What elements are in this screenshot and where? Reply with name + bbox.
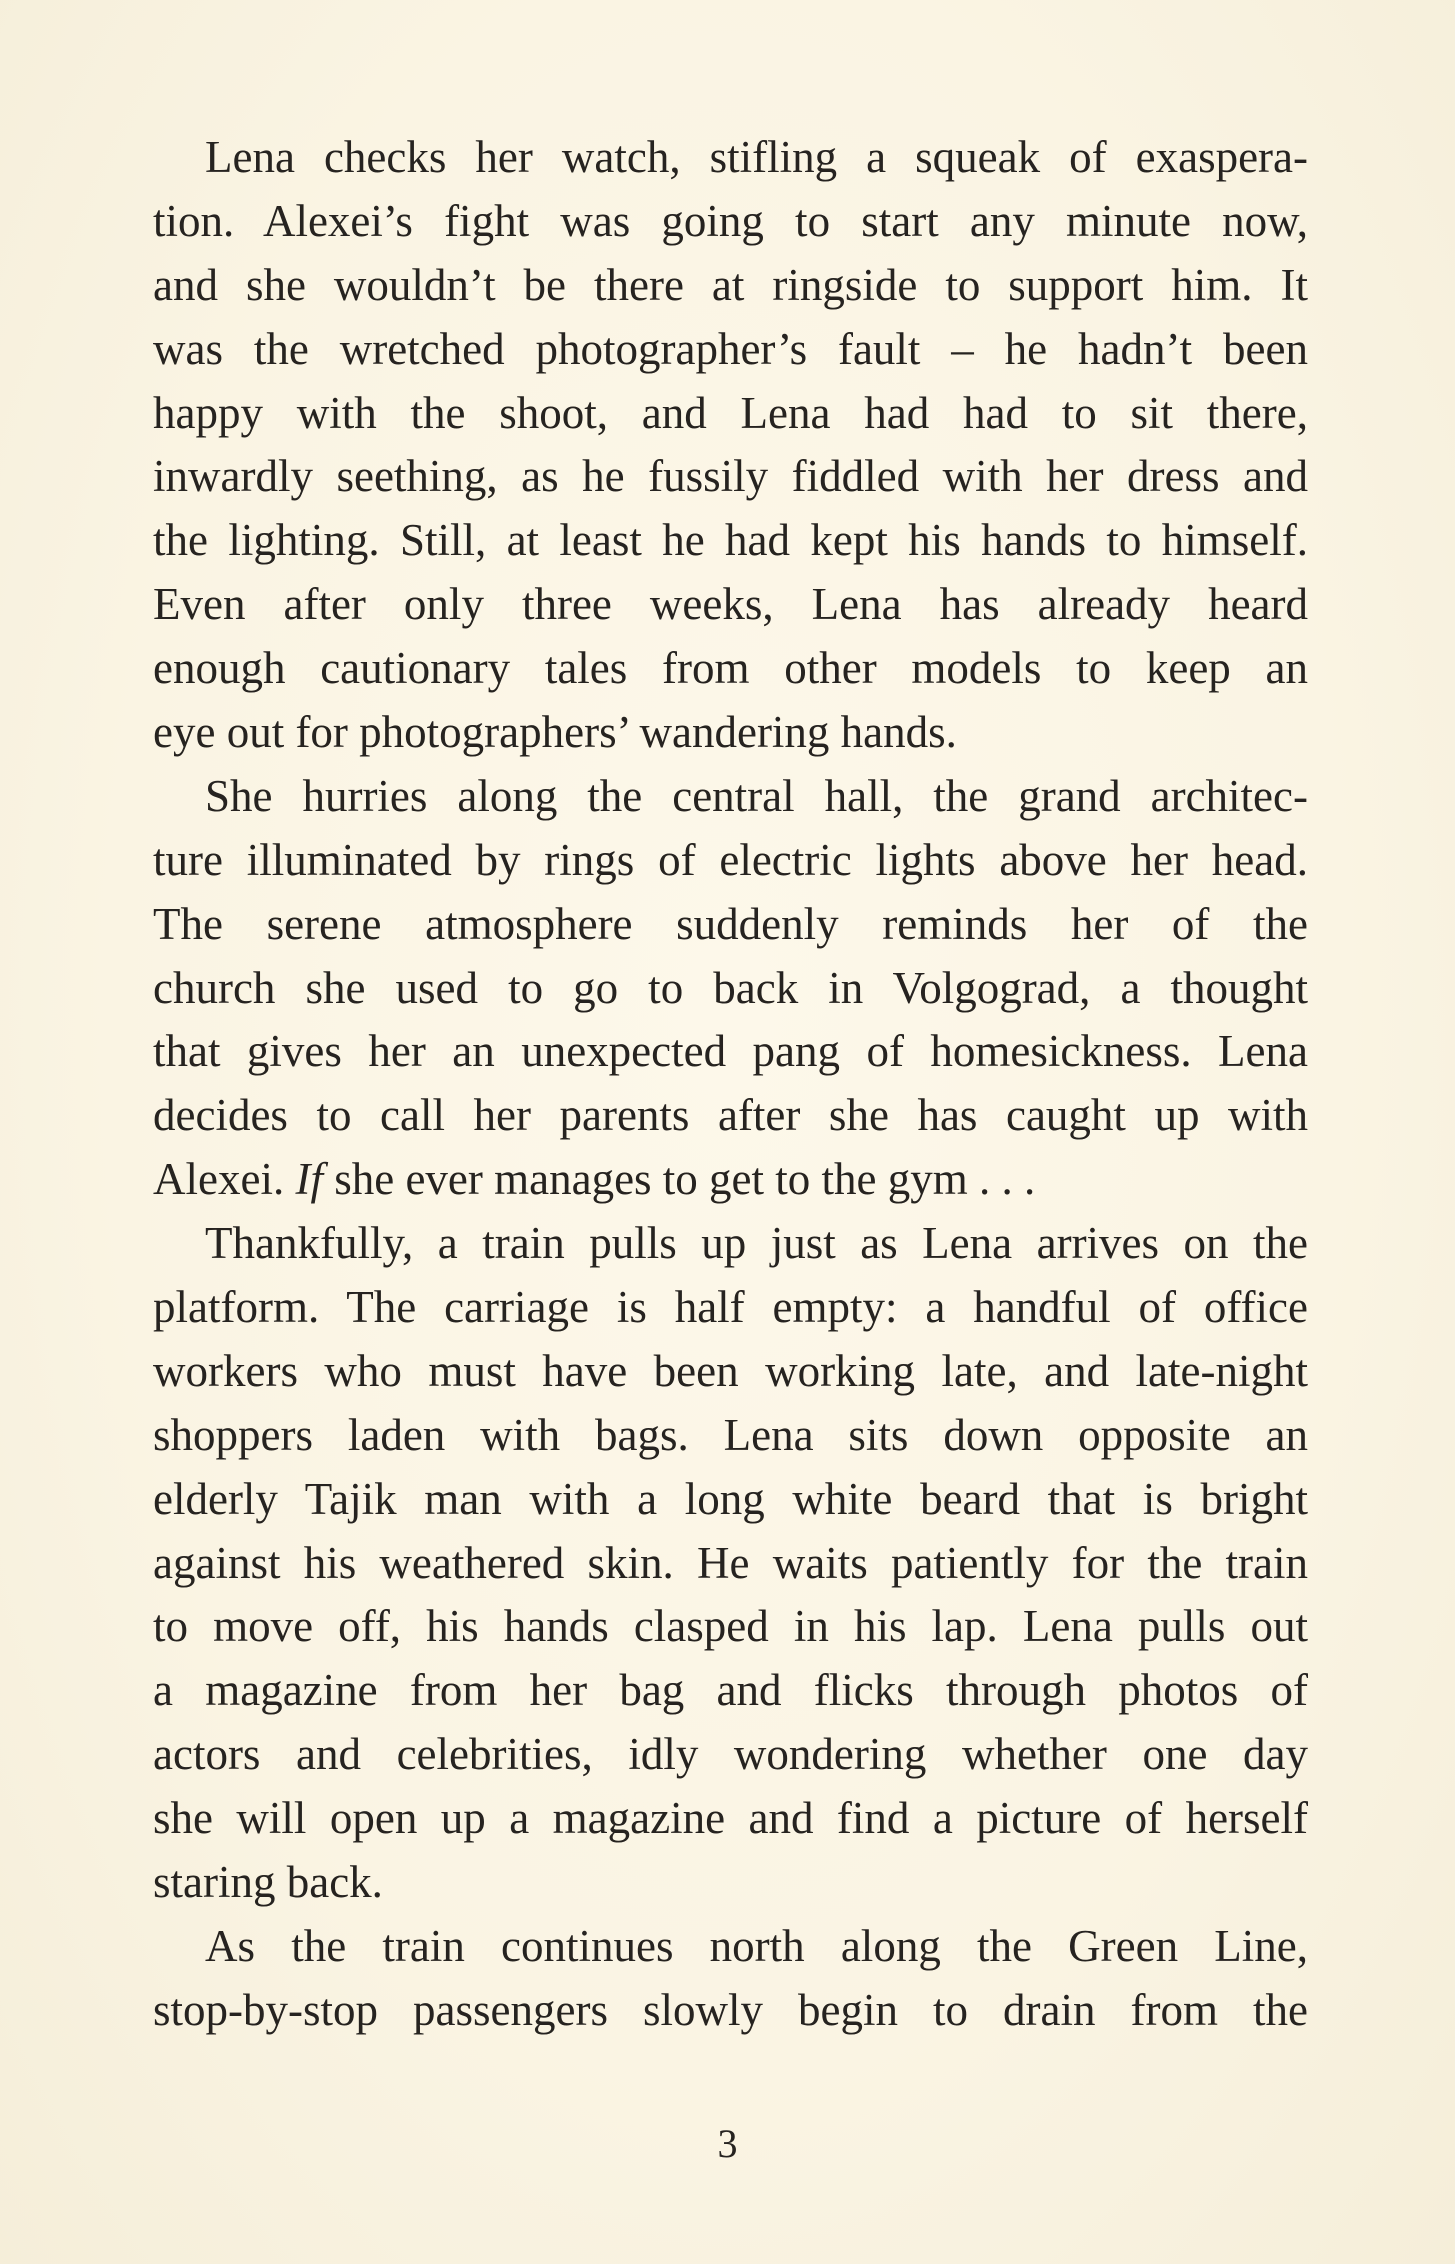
text-line: Even after only three weeks, Lena has already heard <box>153 579 1308 630</box>
text-line: she will open up a magazine and find a picture of herself <box>153 1793 1308 1844</box>
text-line: Thankfully, a train pulls up just as Lena arrives on the <box>205 1218 1308 1269</box>
text-line: She hurries along the central hall, the grand architec- <box>205 770 1308 821</box>
body-text <box>153 126 1308 2043</box>
text-line: inwardly seething, as he fussily fiddled with her dress and <box>153 451 1308 502</box>
text-fragment: she ever manages to get to the gym . . . <box>322 1154 1036 1205</box>
text-line: a magazine from her bag and flicks through photos of <box>153 1665 1308 1716</box>
text-line: platform. The carriage is half empty: a handful of office <box>153 1282 1308 1333</box>
text-line: stop-by-stop passengers slowly begin to drain from the <box>153 1984 1308 2035</box>
paragraph-1 <box>153 126 1308 765</box>
text-line: happy with the shoot, and Lena had had to sit there, <box>153 387 1308 438</box>
text-line: enough cautionary tales from other models to keep an <box>153 643 1308 694</box>
text-line: tion. Alexei’s fight was going to start any minute now, <box>153 195 1308 246</box>
text-line: ture illuminated by rings of electric lights above her head. <box>153 834 1308 885</box>
text-line: Lena checks her watch, stifling a squeak of exaspera- <box>205 132 1308 182</box>
text-line: was the wretched photographer’s fault – he hadn’t been <box>153 323 1308 374</box>
text-line: and she wouldn’t be there at ringside to support him. It <box>153 259 1308 310</box>
text-line: that gives her an unexpected pang of homesickness. Lena <box>153 1026 1308 1077</box>
text-line: actors and celebrities, idly wondering whether one day <box>153 1729 1308 1780</box>
text-line: against his weathered skin. He waits patiently for the train <box>153 1537 1308 1588</box>
text-line <box>153 1148 1308 1212</box>
text-line: elderly Tajik man with a long white beard that is bright <box>153 1473 1308 1524</box>
emphasis-text: If <box>295 1154 323 1205</box>
text-line: workers who must have been working late, and late-night <box>153 1345 1308 1396</box>
text-line: As the train continues north along the Green Line, <box>205 1920 1308 1971</box>
text-line: eye out for photographers’ wandering hands. <box>153 707 957 758</box>
paragraph-4 <box>153 1915 1308 2043</box>
text-fragment: Alexei. <box>153 1154 296 1205</box>
text-line: the lighting. Still, at least he had kept his hands to himself. <box>153 515 1308 566</box>
text-line: decides to call her parents after she has caught up with <box>153 1090 1308 1141</box>
text-line: The serene atmosphere suddenly reminds her of the <box>153 898 1308 949</box>
text-line: to move off, his hands clasped in his lap. Lena pulls out <box>153 1601 1308 1652</box>
text-line: staring back. <box>153 1857 383 1908</box>
text-line: shoppers laden with bags. Lena sits down opposite an <box>153 1409 1308 1460</box>
paragraph-2 <box>153 765 1308 1212</box>
page-number: 3 <box>717 2121 738 2166</box>
text-line: church she used to go to back in Volgograd, a thought <box>153 962 1308 1013</box>
paragraph-3 <box>153 1212 1308 1915</box>
